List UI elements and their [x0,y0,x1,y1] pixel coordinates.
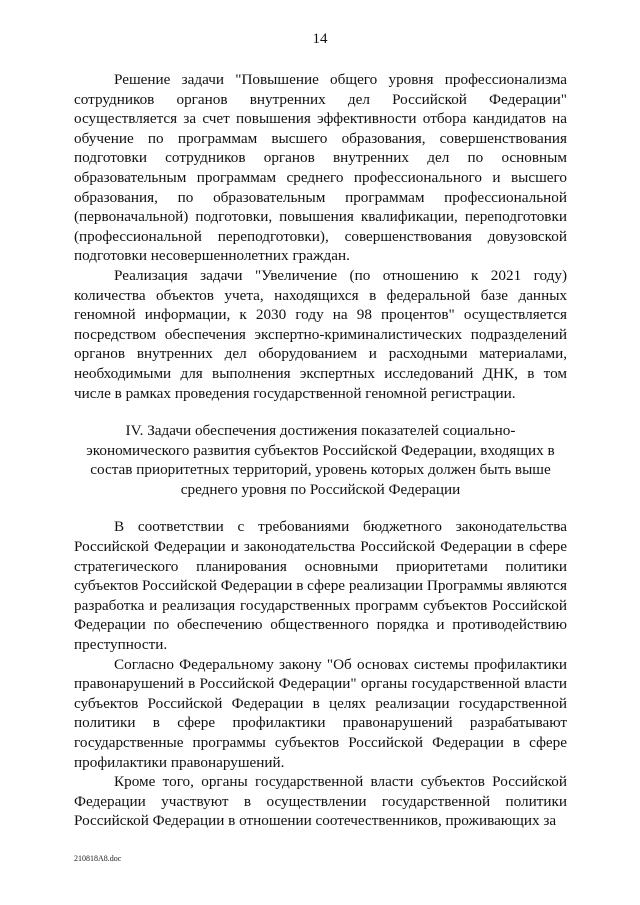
footer-document-code: 210818A8.doc [74,854,122,863]
spacer [74,499,567,517]
paragraph-budget-legislation: В соответствии с требованиями бюджетного законодательства Российской Федерации и законодательства Российской Федерации в сфере стратегического планирования основными приоритетами политики субъектов Российской Федерации в сфере реализации Программы являются разработка и реализация государственных программ субъектов Российской Федерации по обеспечению общественного порядка и противодействию преступности. [74,518,568,654]
page-number: 14 [312,31,328,47]
paragraph-compatriots-policy: Кроме того, органы государственной власти субъектов Российской Федерации участвуют в осуществлении государственной политики Российской Федерации в отношении соотечественников, проживающих за [74,773,567,830]
spacer [74,403,567,421]
paragraph-genomic-database-task: Реализация задачи "Увеличение (по отношению к 2021 году) количества объектов учета, находящихся в федеральной базе данных геномной информации, к 2030 году на 98 процентов" осуществляется посредством обеспечения экспертно-криминалистических подразделений органов внутренних дел оборудованием и расходными материалами, необходимыми для выполнения экспертных исследований ДНК, в том числе в рамках проведения государственной геномной регистрации. [74,266,567,402]
paragraph-professionalism-task: Решение задачи "Повышение общего уровня профессионализма сотрудников органов внутренних дел Российской Федерации" осуществляется за счет повышения эффективности отбора кандидатов на обучение по программам высшего образования, совершенствования подготовки сотрудников органов внутренних дел по основным образовательным программам среднего профессионального и высшего образования, по образовательным программам профессиональной (первоначальной) подготовки, повышения квалификации, переподготовки (профессиональной переподготовки), совершенствования довузовской подготовки несовершеннолетних граждан. [74,71,567,265]
paragraph-federal-law-prevention: Согласно Федеральному закону "Об основах системы профилактики правонарушений в Российской Федерации" органы государственной власти субъектов Российской Федерации в целях реализации государственной политики в сфере профилактики правонарушений разрабатывают государственные программы субъектов Российской Федерации в сфере профилактики правонарушений. [74,655,567,771]
section-heading: IV. Задачи обеспечения достижения показателей социально-экономического развития субъектов Российской Федерации, входящих в состав приоритетных территорий, уровень которых должен быть выше среднего уровня по Российской Федерации [86,422,555,498]
document-body [74,70,567,831]
